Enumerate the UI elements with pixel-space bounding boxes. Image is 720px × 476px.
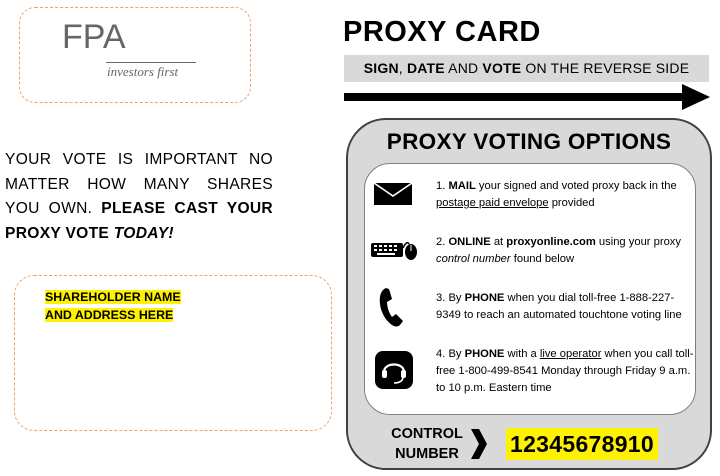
phone-icon: [377, 286, 407, 328]
option-mail-num: 1.: [436, 180, 446, 192]
logo-box: [19, 7, 251, 103]
logo-wordmark: FPA: [62, 18, 126, 56]
date-word: DATE: [406, 60, 445, 76]
envelope-icon: [373, 182, 413, 206]
sign-word: SIGN: [363, 60, 399, 76]
logo-divider: [106, 62, 196, 63]
option-mail-text-end: provided: [548, 197, 595, 209]
option-online-text-3: found below: [510, 253, 575, 265]
chevron-right-icon: [470, 428, 488, 460]
option-phone-method: PHONE: [464, 292, 505, 304]
option-phone-num: 3. By: [436, 292, 462, 304]
vote-message-bold: PLEASE CAST YOUR PROXY VOTE: [5, 200, 273, 242]
sign-instruction-band: [344, 55, 709, 82]
address-line-2: AND ADDRESS HERE: [45, 308, 174, 322]
vote-word: VOTE: [482, 60, 522, 76]
sign-sep-1: ,: [398, 60, 407, 76]
control-number-ref: control number: [436, 253, 511, 265]
option-online-method: ONLINE: [448, 236, 491, 248]
control-number: 12345678910: [506, 428, 658, 460]
option-operator-num: 4. By: [436, 348, 462, 360]
logo-tagline: investors first: [107, 64, 179, 79]
control-label-line-2: NUMBER: [395, 446, 459, 462]
vote-message: [5, 148, 273, 246]
option-operator-text: with a: [504, 348, 540, 360]
operator-headset-icon: [374, 350, 414, 390]
sign-rest: ON THE REVERSE SIDE: [521, 60, 690, 76]
proxy-card-title: PROXY CARD: [343, 16, 541, 48]
keyboard-mouse-icon: [370, 236, 418, 262]
voting-options-title: PROXY VOTING OPTIONS: [386, 129, 672, 154]
proxyonline-link: proxyonline.com: [506, 236, 596, 248]
vote-message-plain: YOUR VOTE IS IMPORTANT NO MATTER HOW MANY SHARES YOU OWN.: [5, 151, 273, 217]
live-operator-text: live operator: [539, 348, 602, 360]
option-mail: [436, 178, 694, 212]
option-live-operator: [436, 346, 694, 397]
address-line-1: SHAREHOLDER NAME: [45, 290, 181, 304]
option-online-num: 2.: [436, 236, 446, 248]
option-online-text-2: using your proxy: [595, 236, 681, 248]
option-online-text: at: [490, 236, 507, 248]
option-online: [436, 234, 694, 268]
option-operator-text-2: when you call toll-free 1-800-499-8541 Monday through Friday 9 a.m. to 10 p.m. Eastern time: [436, 348, 694, 394]
control-label-line-1: CONTROL: [391, 426, 463, 442]
option-phone: [436, 290, 694, 324]
postage-envelope-text: postage paid envelope: [436, 197, 549, 209]
option-operator-method: PHONE: [464, 348, 505, 360]
vote-message-today: TODAY!: [113, 224, 174, 242]
option-phone-text: when you dial toll-free 1-888-227-9349 to reach an automated touchtone voting line: [436, 292, 682, 321]
address-label: [45, 288, 181, 324]
sign-sep-2: AND: [444, 60, 483, 76]
arrow-right-icon: [344, 82, 712, 112]
control-number-label: [386, 424, 468, 464]
option-mail-method: MAIL: [448, 180, 476, 192]
option-mail-text: your signed and voted proxy back in the: [475, 180, 677, 192]
